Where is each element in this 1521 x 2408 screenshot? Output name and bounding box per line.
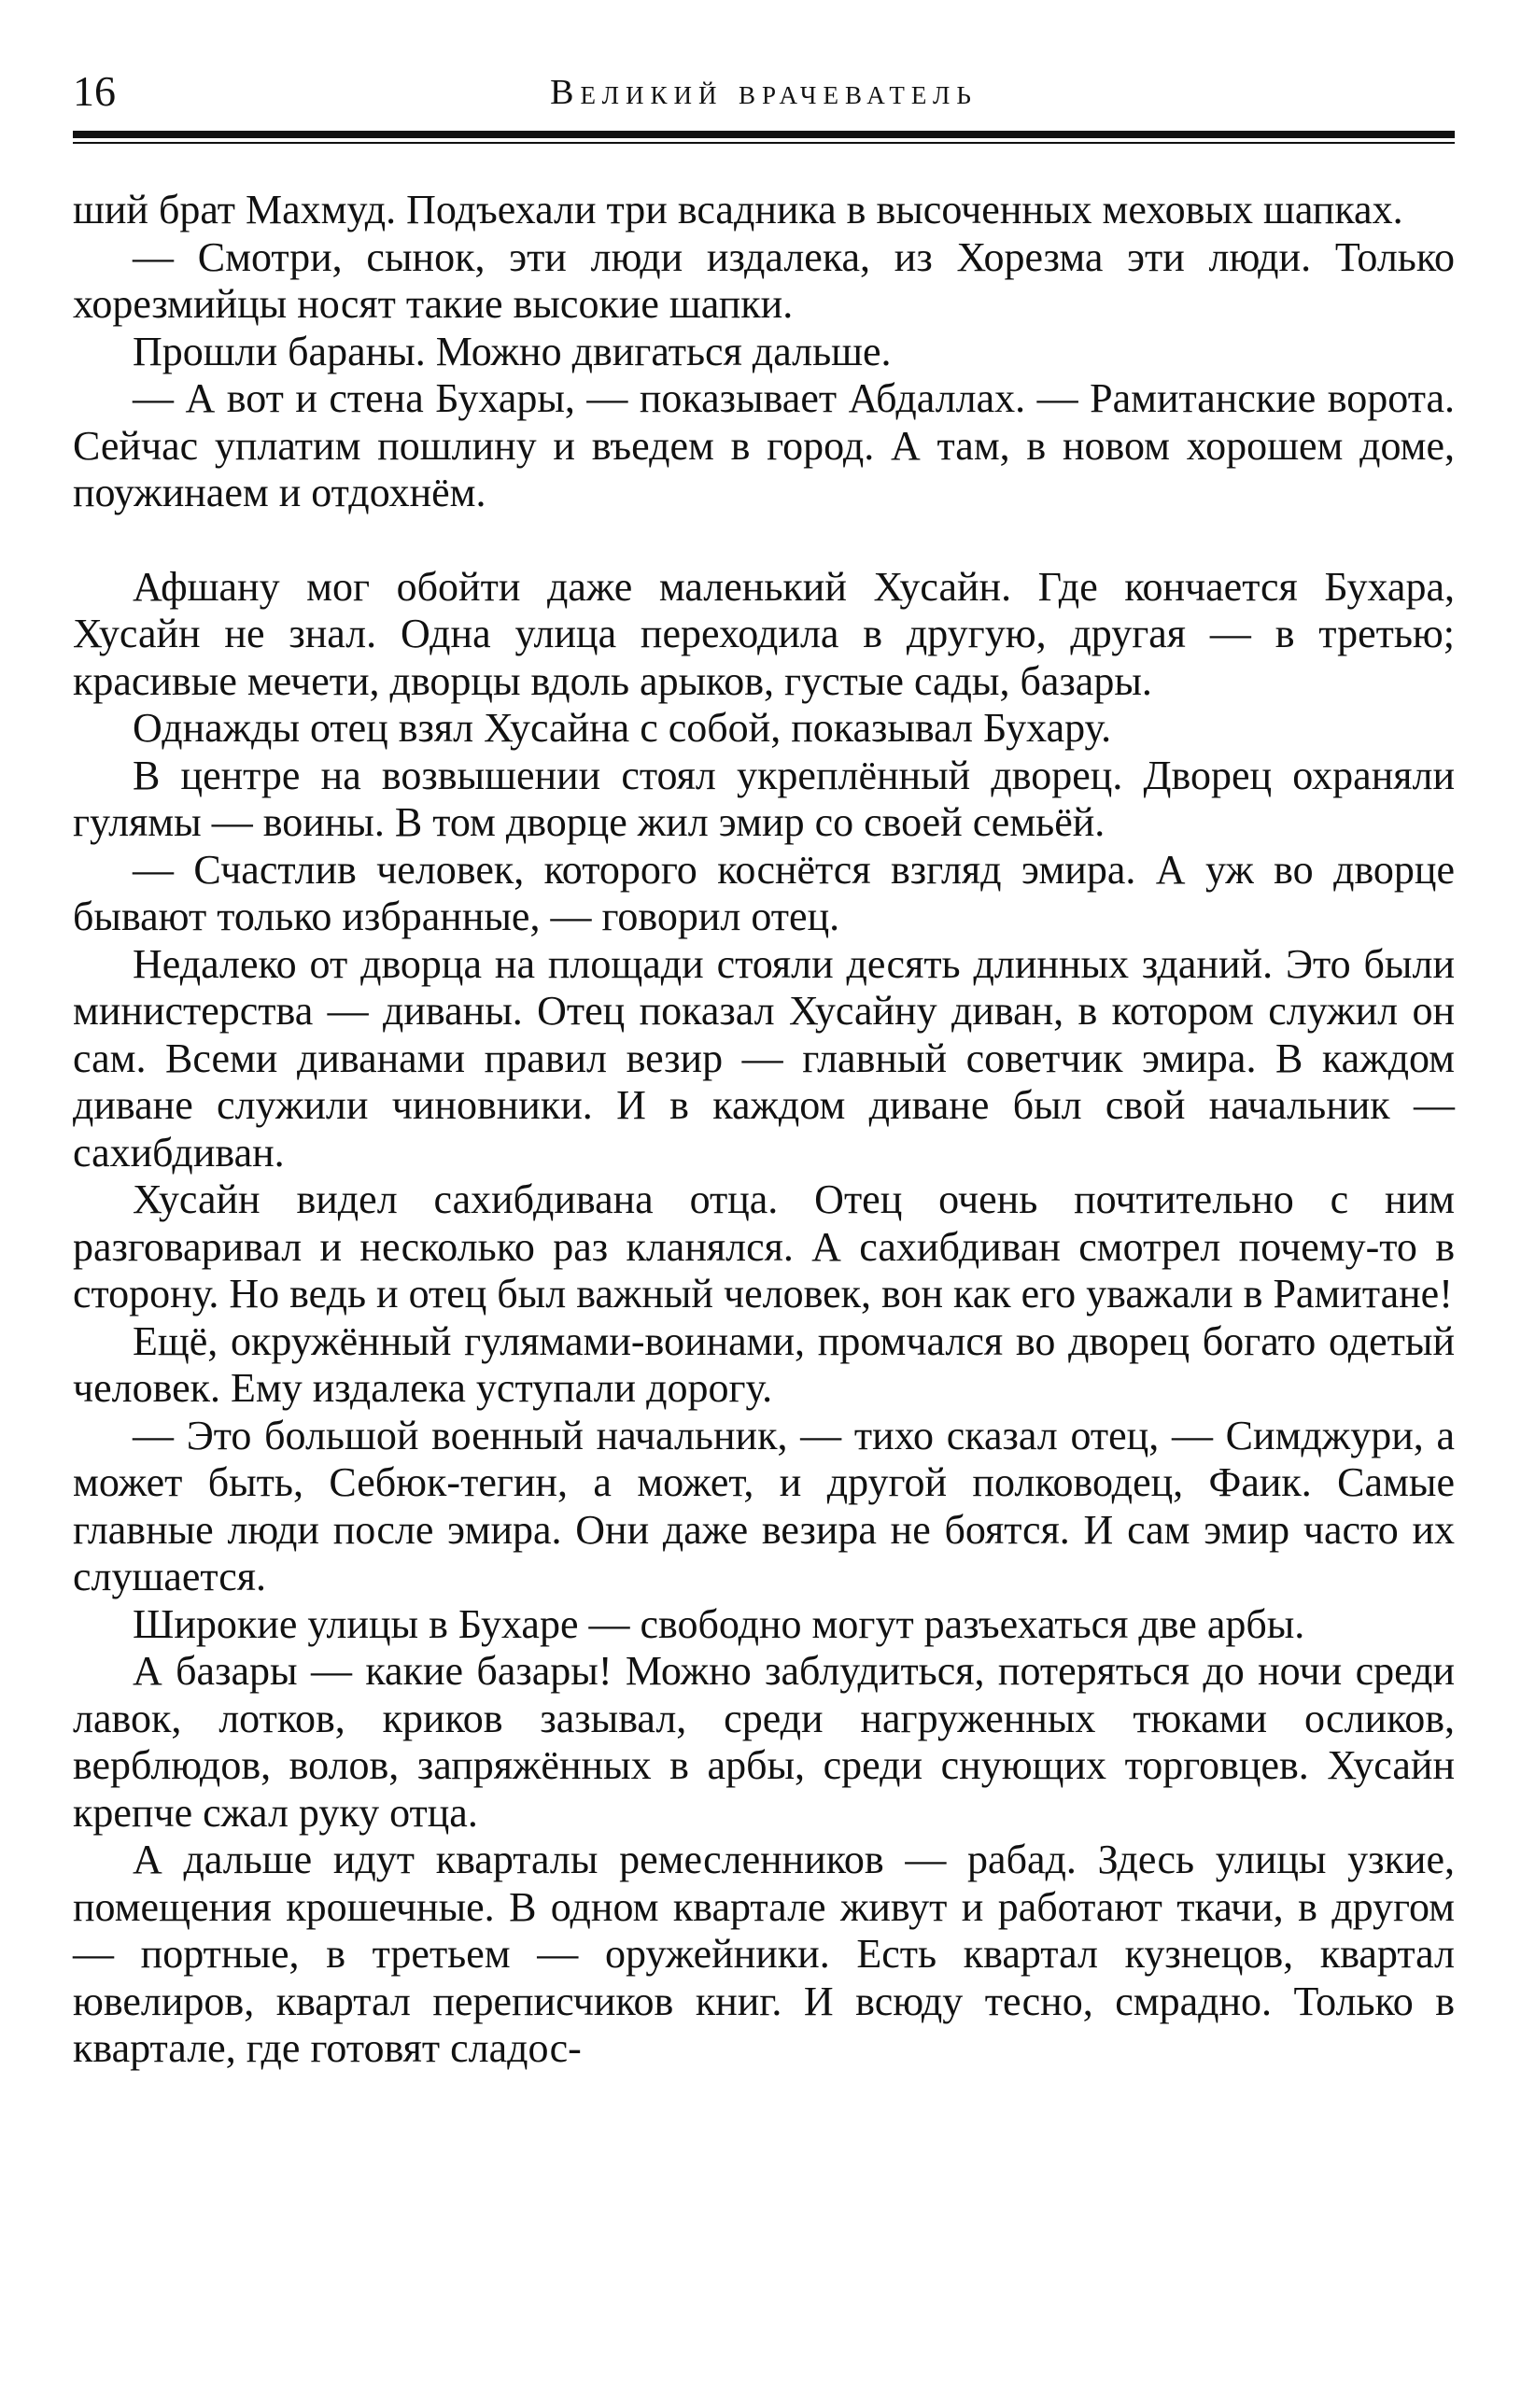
running-title: Великий врачеватель [550,73,978,112]
body-text [73,187,1455,2073]
paragraph: Ещё, окружённый гулямами-воинами, промчался во дворец богато одетый человек. Ему издалека уступали дорогу. [73,1317,1455,1411]
paragraph-continuation: ший брат Махмуд. Подъехали три всадника в высоченных меховых шапках. [73,187,1403,232]
paragraph: Широкие улицы в Бухаре — свободно могут разъехаться две арбы. [133,1600,1305,1647]
header-rule-thick [73,131,1455,138]
paragraph: В центре на возвышении стоял укреплённый дворец. Дворец охраняли гулямы — воины. В том дворце жил эмир со своей семьёй. [73,752,1455,845]
page-number: 16 [73,67,116,115]
paragraph: А дальше идут кварталы ремесленников — рабад. Здесь улицы узкие, помещения крошечные. В одном квартале живут и работают ткачи, в другом — портные, в третьем — оружейники. Есть квартал кузнецов, квартал ювелиров, квартал переписчиков книг. И всюду тесно, смрадно. Только в квартале, где готовят сладос- [73,1837,1455,2071]
page-header [73,56,1455,131]
header-rule-thin [73,142,1455,144]
paragraph: — Счастлив человек, которого коснётся взгляд эмира. А уж во дворце бывают только избранные, — говорил отец. [73,846,1455,939]
paragraph: — А вот и стена Бухары, — показывает Абдаллах. — Рамитанские ворота. Сейчас уплатим пошлину и въедем в город. А там, в новом хорошем доме, поужинаем и отдохнём. [73,375,1455,515]
paragraph: А базары — какие базары! Можно заблудиться, потеряться до ночи среди лавок, лотков, криков зазывал, среди нагруженных тюками осликов, верблюдов, волов, запряжённых в арбы, среди снующих торговцев. Хусайн крепче сжал руку отца. [73,1648,1455,1836]
paragraph: — Это большой военный начальник, — тихо сказал отец, — Симджури, а может быть, Себюк-тегин, а может, и другой полководец, Фаик. Самые главные люди после эмира. Они даже везира не боятся. И сам эмир часто их слушается. [73,1412,1455,1599]
paragraph: Прошли бараны. Можно двигаться дальше. [133,328,892,374]
paragraph: — Смотри, сынок, эти люди издалека, из Хорезма эти люди. Только хорезмийцы носят такие высокие шапки. [73,233,1455,327]
paragraph: Недалеко от дворца на площади стояли десять длинных зданий. Это были министерства — диваны. Отец показал Хусайну диван, в котором служил он сам. Всеми диванами правил везир — главный советчик эмира. В каждом диване служили чиновники. И в каждом диване был свой начальник — сахибдиван. [73,940,1455,1176]
paragraph: Однажды отец взял Хусайна с собой, показывал Бухару. [133,705,1112,751]
paragraph-section-start: Афшану мог обойти даже маленький Хусайн. Где кончается Бухара, Хусайн не знал. Одна улица переходила в другую, другая — в третью; красивые мечети, дворцы вдоль арыков, густые сады, базары. [73,563,1455,704]
paragraph: Хусайн видел сахибдивана отца. Отец очень почтительно с ним разговаривал и несколько раз кланялся. А сахибдиван смотрел почему-то в сторону. Но ведь и отец был важный человек, вон как его уважали в Рамитане! [73,1176,1455,1317]
